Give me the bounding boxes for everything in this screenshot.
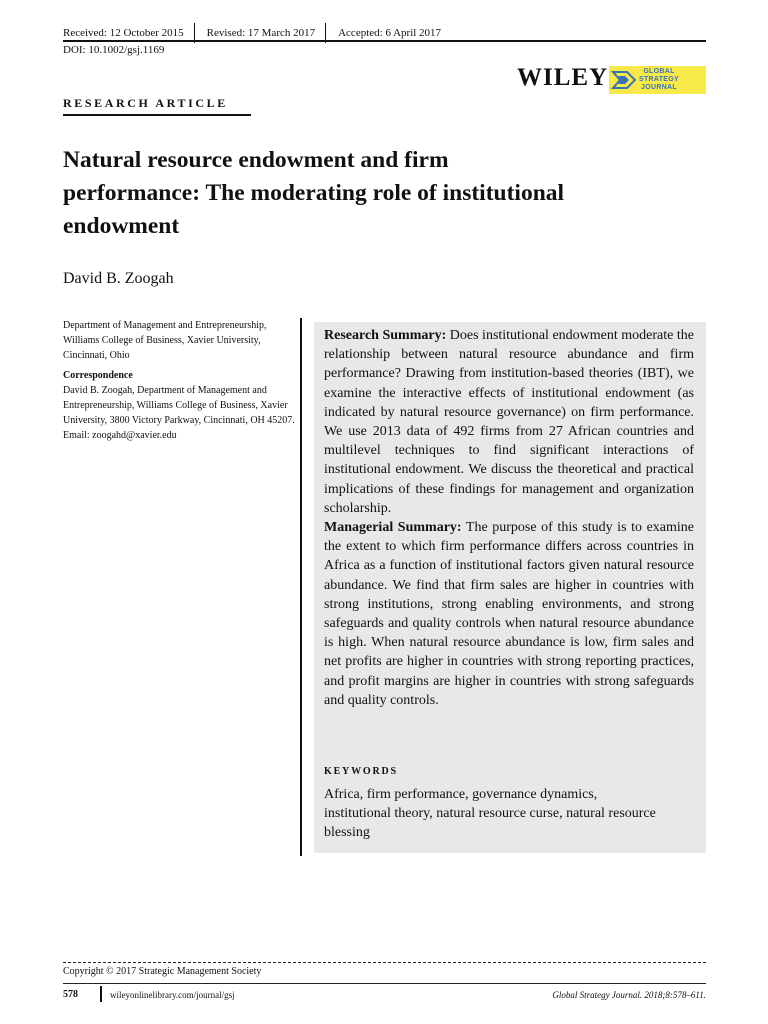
author-info [63,318,295,444]
research-summary-text: Does institutional endowment moderate the relationship between natural resource abundance and firm performance? Drawing from institution-based theories (IBT), we examine the interactive effects of institutional endowment (as indicated by natural resource governance) on firm performance. We use 2013 data of 492 firms from 27 African countries and multilevel techniques to find significant interactions of institutional endowment. We discuss the theoretical and practical implications of these findings for management and organization scholarship. [324,328,694,516]
paper-title: Natural resource endowment and firm performance: The moderating role of institutional endowment [63,147,565,239]
accepted-date: Accepted: 6 April 2017 [338,27,442,39]
journal-citation: Global Strategy Journal. 2018;8:578–611. [552,990,706,1000]
managerial-summary-text: The purpose of this study is to examine the extent to which firm performance differs across countries in Africa as a function of institutional factors given natural resource abundance. We find that firm sales are higher in countries with strong institutions, strong enabling environments, and strong safeguards and quality controls when natural resource abundance is high. When natural resource abundance is low, firm sales and net profits are higher in countries with strong reporting practices, and profit margins are higher in countries with strong safeguards and quality controls. [324,520,694,708]
correspondence-text: David B. Zoogah, Department of Management and Entrepreneurship, Williams College of Business, Xavier University, 3800 Victory Parkway, Cincinnati, OH 45207. [63,384,295,427]
affiliation: Department of Management and Entrepreneurship, Williams College of Business, Xavier University, Cincinnati, Ohio [63,320,267,362]
research-summary [324,326,694,518]
journal-site-link[interactable]: wileyonlinelibrary.com/journal/gsj [110,990,235,1000]
correspondence-email[interactable]: Email: zoogahd@xavier.edu [63,430,177,442]
page-number: 578 [63,989,78,1000]
article-type: RESEARCH ARTICLE [63,96,228,110]
journal-logo-text: GLOBAL STRATEGY JOURNAL [639,68,679,91]
footer-separator [100,986,102,1002]
footer-dashed-rule [63,962,706,963]
article-type-rule [63,114,251,116]
abstract [324,326,694,710]
journal-arrow-icon [609,66,639,94]
keywords-heading: KEYWORDS [324,766,398,777]
research-summary-label: Research Summary: [324,328,447,343]
managerial-summary [324,518,694,710]
managerial-summary-label: Managerial Summary: [324,520,462,536]
column-divider [300,318,302,856]
header-rule [63,40,706,42]
keywords-text: Africa, firm performance, governance dynamics, institutional theory, natural resource curse, natural resource blessing [324,787,656,841]
footer-rule [63,983,706,984]
copyright: Copyright © 2017 Strategic Management Society [63,966,262,977]
doi: DOI: 10.1002/gsj.1169 [63,44,165,56]
received-date: Received: 12 October 2015 [63,27,184,39]
revised-date: Revised: 17 March 2017 [206,27,316,39]
author-name: David B. Zoogah [63,270,174,287]
journal-logo [609,66,706,94]
publisher-logo: WILEY [517,64,609,91]
correspondence-heading: Correspondence [63,369,133,381]
